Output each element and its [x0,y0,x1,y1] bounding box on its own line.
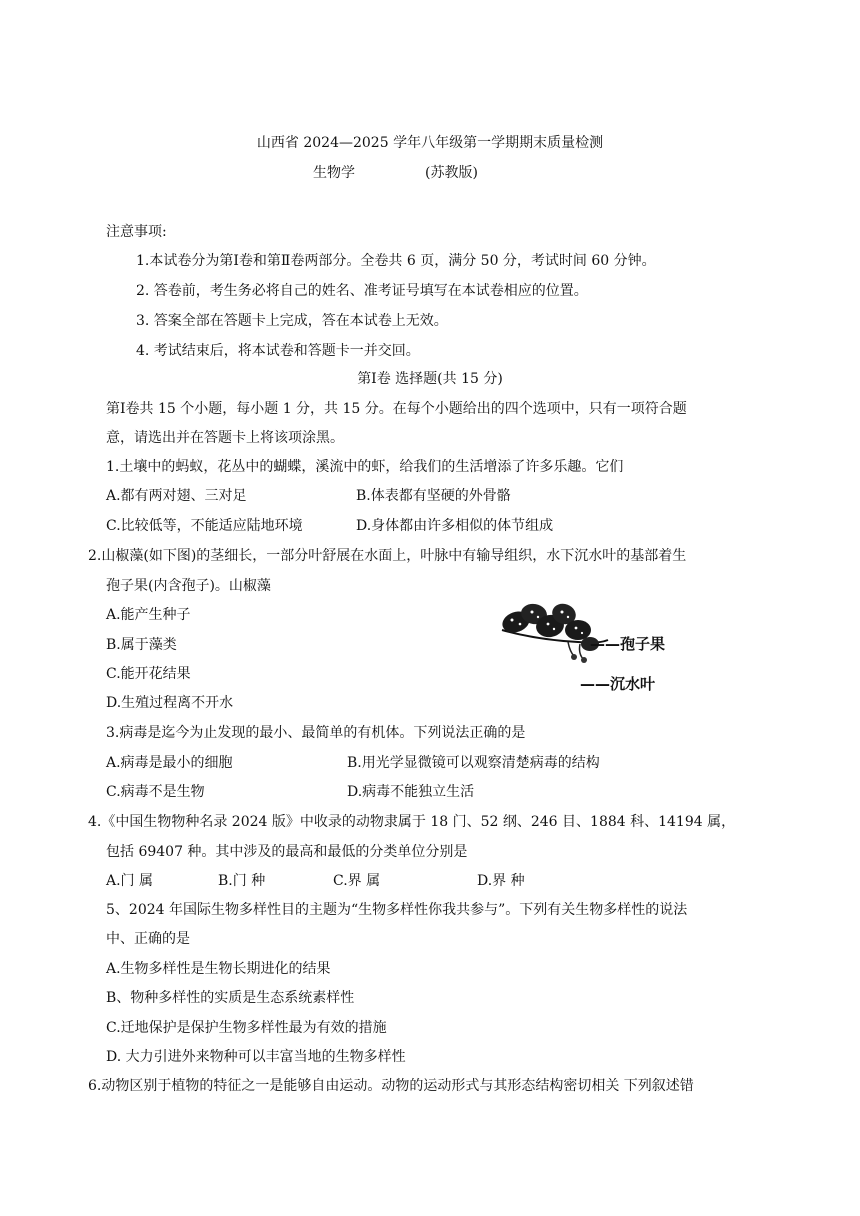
question-stem: 4.《中国生物物种名录 2024 版》中收录的动物隶属于 18 门、52 纲、246 目、1884 科、14194 属， [88,814,736,830]
option-b: B.门 种 [218,873,266,889]
option-a: A.能产生种子 [106,607,191,623]
notice-item: 4. 考试结束后，将本试卷和答题卡一并交回。 [136,343,420,359]
section-title: 第Ⅰ卷 选择题(共 15 分) [357,371,503,387]
option-a: A.生物多样性是生物长期进化的结果 [106,961,331,977]
option-b: B.属于藻类 [106,637,177,653]
exam-edition: (苏教版) [425,165,478,181]
option-d: D.身体都由许多相似的体节组成 [356,518,554,534]
option-d: D.病毒不能独立生活 [347,784,475,800]
question-stem: 孢子果(内含孢子)。山椒藻 [106,578,271,594]
figure-label-submerged-leaf: ——沉水叶 [580,675,656,693]
option-b: B.体表都有坚硬的外骨骼 [356,488,511,504]
notice-heading: 注意事项: [106,224,167,240]
exam-title: 山西省 2024—2025 学年八年级第一学期期末质量检测 [256,135,604,151]
option-c: C.迁地保护是保护生物多样性最为有效的措施 [106,1020,387,1036]
option-d: D.界 种 [477,873,525,889]
option-b: B.用光学显微镜可以观察清楚病毒的结构 [347,755,600,771]
option-c: C.病毒不是生物 [106,784,205,800]
question-stem: 中、正确的是 [106,931,190,947]
option-c: C.能开花结果 [106,666,191,682]
question-stem: 3.病毒是迄今为止发现的最小、最简单的有机体。下列说法正确的是 [106,725,526,741]
option-d: D. 大力引进外来物种可以丰富当地的生物多样性 [106,1049,406,1065]
section-instruction: 第Ⅰ卷共 15 个小题，每小题 1 分，共 15 分。在每个小题给出的四个选项中，只有一项符合题 [106,401,687,417]
option-a: A.门 属 [106,873,154,889]
question-stem: 2.山椒藻(如下图)的茎细长，一部分叶舒展在水面上，叶脉中有输导组织，水下沉水叶的基部着生 [88,548,687,564]
figure-label-sporocarp: ——孢子果 [590,635,666,653]
option-b: B、物种多样性的实质是生态系统素样性 [106,990,355,1006]
option-c: C.比较低等，不能适应陆地环境 [106,518,303,534]
option-a: A.病毒是最小的细胞 [106,755,233,771]
option-c: C.界 属 [333,873,381,889]
notice-item: 2. 答卷前，考生务必将自己的姓名、准考证号填写在本试卷相应的位置。 [136,283,588,299]
notice-item: 1.本试卷分为第Ⅰ卷和第Ⅱ卷两部分。全卷共 6 页，满分 50 分，考试时间 60 分钟。 [136,253,656,269]
question-stem: 1.土壤中的蚂蚁，花丛中的蝴蝶，溪流中的虾，给我们的生活增添了许多乐趣。它们 [106,459,624,475]
exam-subject: 生物学 [313,165,355,181]
section-instruction: 意，请选出并在答题卡上将该项涂黑。 [106,430,344,446]
option-a: A.都有两对翅、三对足 [106,488,247,504]
question-stem: 6.动物区别于植物的特征之一是能够自由运动。动物的运动形式与其形态结构密切相关 下列叙述错 [88,1078,694,1094]
notice-item: 3. 答案全部在答题卡上完成，答在本试卷上无效。 [136,313,448,329]
option-d: D.生殖过程离不开水 [106,695,234,711]
question-stem: 5、2024 年国际生物多样性目的主题为“生物多样性你我共参与”。下列有关生物多样性的说法 [106,902,688,918]
salvinia-figure [498,600,688,700]
question-stem: 包括 69407 种。其中涉及的最高和最低的分类单位分别是 [106,844,468,860]
